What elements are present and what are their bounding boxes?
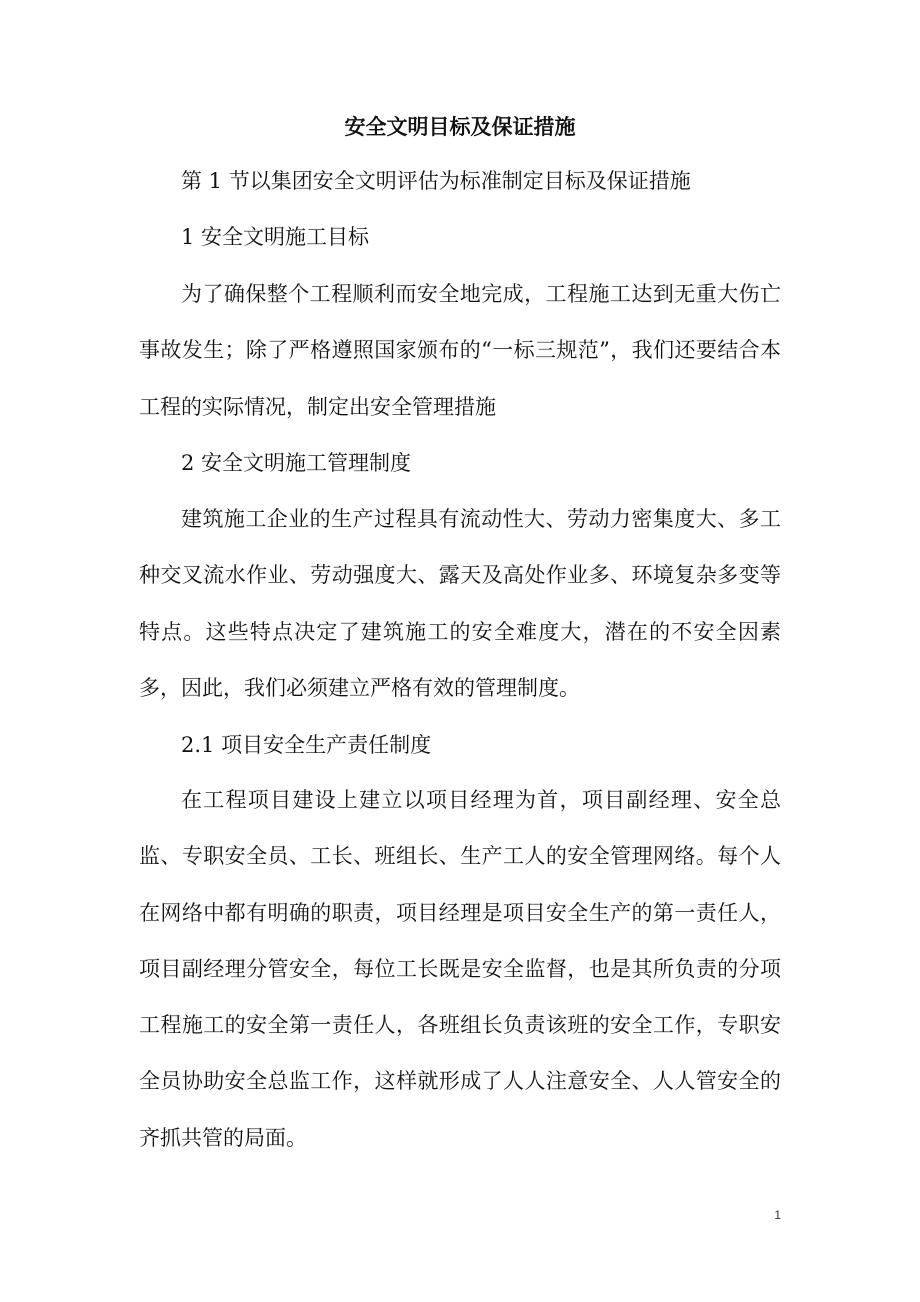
- paragraph-3: 在工程项目建设上建立以项目经理为首，项目副经理、安全总监、专职安全员、工长、班组长、生产工人的安全管理网络。每个人在网络中都有明确的职责，项目经理是项目安全生产的第一责任人，项目副经理分管安全，每位工长既是安全监督，也是其所负责的分项工程施工的安全第一责任人，各班组长负责该班的安全工作，专职安全员协助安全总监工作，这样就形成了人人注意安全、人人管安全的齐抓共管的局面。: [139, 788, 781, 1150]
- section-heading: 第 1 节以集团安全文明评估为标准制定目标及保证措施: [181, 169, 691, 193]
- paragraph-2: 建筑施工企业的生产过程具有流动性大、劳动力密集度大、多工种交叉流水作业、劳动强度大、露天及高处作业多、环境复杂多变等特点。这些特点决定了建筑施工的安全难度大，潜在的不安全因素多，因此，我们必须建立严格有效的管理制度。: [139, 507, 781, 700]
- heading-2-1: 2.1 项目安全生产责任制度: [181, 733, 432, 757]
- page-number: 1: [774, 1208, 781, 1222]
- paragraph-1: 为了确保整个工程顺利而安全地完成，工程施工达到无重大伤亡事故发生；除了严格遵照国家颁布的“一标三规范”，我们还要结合本工程的实际情况，制定出安全管理措施: [139, 282, 781, 419]
- heading-1: 1 安全文明施工目标: [181, 225, 370, 249]
- heading-2: 2 安全文明施工管理制度: [181, 451, 412, 475]
- document-title: 安全文明目标及保证措施: [344, 114, 576, 139]
